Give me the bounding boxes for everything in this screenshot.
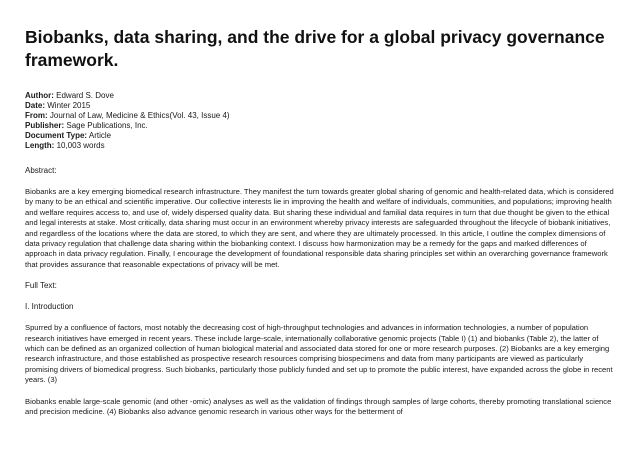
- meta-publisher: [25, 121, 617, 131]
- meta-length: [25, 141, 617, 151]
- meta-label: Date:: [25, 101, 46, 110]
- meta-document-type: [25, 131, 617, 141]
- body-paragraph: Biobanks enable large-scale genomic (and other -omic) analyses as well as the validation of findings through samples of large cohorts, thereby promoting translational science and precision medicine. (4) Biobanks also advance genomic research in various other ways for the betterment of: [25, 396, 612, 417]
- meta-date: [25, 101, 617, 111]
- article-title: Biobanks, data sharing, and the drive for a global privacy governance framework.: [25, 27, 605, 70]
- meta-label: From:: [25, 111, 48, 120]
- abstract-text: Biobanks are a key emerging biomedical research infrastructure. They manifest the turn towards greater global sharing of genomic and health-related data, which is considered by many to be an ethical and scientific imperative. Our collective interests lie in improving the health and welfare of individuals, communities, and populations; improving health and welfare requires access to, and use of, widely dispersed quality data. But sharing these individual and familial data requires in turn that due thought be given to the ethical and legal interests at stake. Most critically, data sharing must occur in an environment whereby privacy interests are safeguarded throughout the lifecycle of biobank initiatives, and regardless of the locations where the data are stored, to which they are sent, and where they are ultimately processed. In this article, I outline the complex dimensions of data privacy regulation that challenge data sharing within the biobanking context. I discuss how harmonization may be a remedy for the gaps and marked differences of approach in data privacy regulation. Finally, I encourage the development of foundational responsible data sharing principles set within an overarching governance framework that provides assurance that reasonable expectations of privacy will be met.: [25, 187, 614, 269]
- meta-label: Author:: [25, 91, 54, 100]
- meta-from: [25, 111, 617, 121]
- meta-author: [25, 91, 617, 101]
- section-heading: I. Introduction: [25, 302, 74, 312]
- fulltext-label: Full Text:: [25, 281, 57, 291]
- meta-value: Winter 2015: [47, 101, 91, 110]
- article-metadata: [25, 91, 617, 151]
- abstract-label: Abstract:: [25, 166, 57, 175]
- meta-value: 10,003 words: [56, 141, 105, 150]
- meta-label: Publisher:: [25, 121, 65, 130]
- meta-value: Journal of Law, Medicine & Ethics(Vol. 43, Issue 4): [49, 111, 230, 120]
- meta-label: Length:: [25, 141, 55, 150]
- meta-value: Edward S. Dove: [56, 91, 114, 100]
- article-page: [25, 26, 617, 418]
- meta-label: Document Type:: [25, 131, 88, 140]
- meta-value: Sage Publications, Inc.: [66, 121, 148, 130]
- body-paragraph: Spurred by a confluence of factors, most notably the decreasing cost of high-throughput technologies and advances in information technologies, a number of population research initiatives have emerged in recent years. These include large-scale, internationally collaborative genomic projects (Table I) (1) and biobanks (Table 2), the latter of which can be defined as an organized collection of human biological material and associated data stored for one or more research purposes. (2) Biobanks are a key emerging research infrastructure, and those established as prospective research resources comprising biospecimens and data from many participants are viewed as particularly promising drivers of biomedical progress. Such biobanks, particularly those publicly funded and set up to promote the public interest, have expanded across the globe in recent years. (3): [25, 323, 613, 385]
- meta-value: Article: [88, 131, 112, 140]
